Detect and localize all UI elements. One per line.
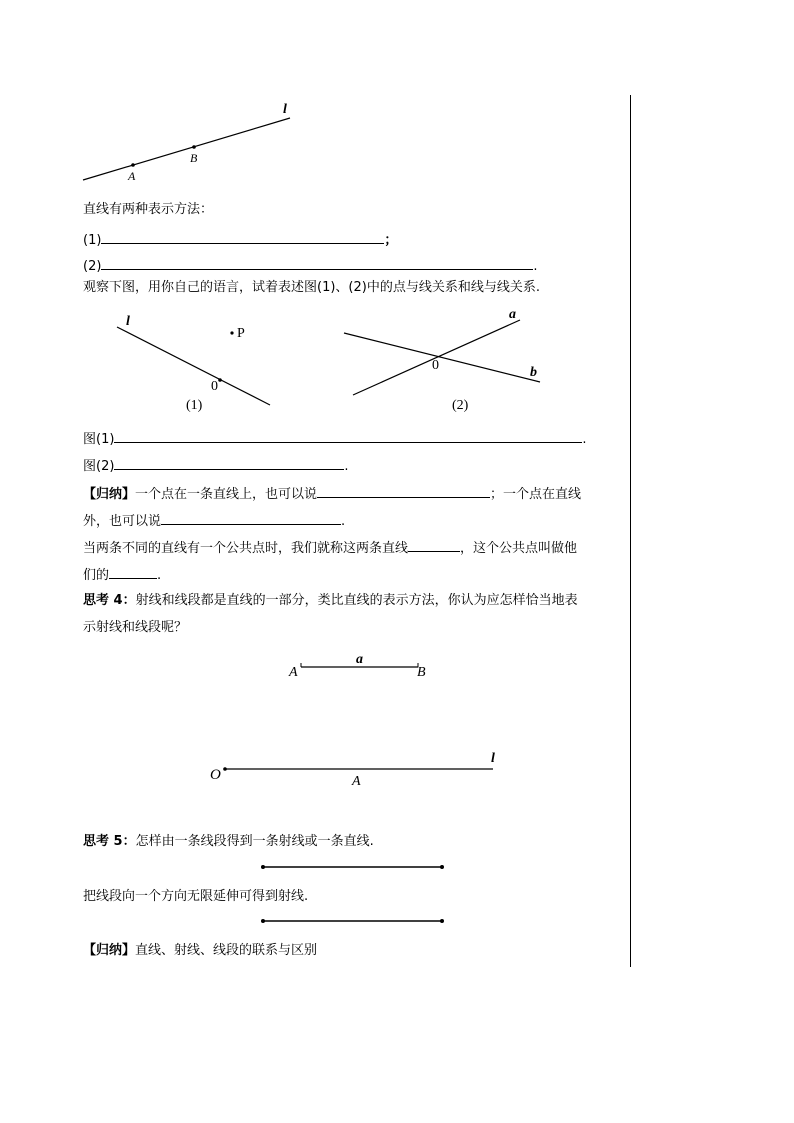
summary-line-3-text: 当两条不同的直线有一个公共点时，我们就称这两条直线 (83, 541, 409, 556)
think-5-tag: 思考 5： (83, 834, 136, 849)
figure-1-line-label: l (126, 314, 130, 329)
summary-part-2: ；一个点在直线 (490, 487, 582, 502)
figure-1-point-p: P (237, 326, 245, 341)
method-1-number: (1) (83, 233, 102, 248)
summary-line-4-end: . (157, 568, 162, 583)
answer-fig-2-end: . (344, 459, 349, 474)
line-l-label: l (283, 102, 287, 117)
figure-2-caption: (2) (452, 398, 469, 413)
ray-point-o: O (210, 767, 221, 783)
method-1-end: ； (384, 233, 398, 248)
think-5-text: 怎样由一条线段得到一条射线或一条直线. (135, 834, 374, 849)
figure-2-label-b: b (530, 365, 537, 380)
summary-2-text: 直线、射线、线段的联系与区别 (135, 943, 318, 958)
figure-2-label-a: a (509, 307, 516, 322)
summary-part-1: 一个点在一条直线上，也可以说 (135, 487, 318, 502)
answer-fig-1-prefix: 图(1) (83, 432, 115, 447)
summary-part-3-end: . (341, 514, 346, 529)
ray-label-l: l (491, 751, 495, 766)
segment-label-a: a (356, 652, 363, 667)
extend-text: 把线段向一个方向无限延伸可得到射线. (83, 889, 309, 904)
think-4-tag: 思考 4： (83, 593, 136, 608)
summary-tag: 【归纳】 (83, 487, 136, 502)
summary-2-tag: 【归纳】 (83, 943, 136, 958)
think-4-text-2: 示射线和线段呢？ (83, 620, 188, 635)
think-4-text-1: 射线和线段都是直线的一部分，类比直线的表示方法，你认为应怎样恰当地表 (135, 593, 578, 608)
point-a-label: A (128, 169, 136, 183)
summary-line-3-mid: ，这个公共点叫做他 (460, 541, 578, 556)
segment-point-a: A (289, 665, 298, 680)
summary-2-line (83, 944, 317, 957)
two-ways-text: 直线有两种表示方法： (83, 202, 214, 217)
method-2-number: (2) (83, 259, 102, 274)
observe-text: 观察下图，用你自己的语言，试着表述图(1)、(2)中的点与线关系和线与线关系. (83, 280, 540, 295)
figure-1-point-o: 0 (211, 379, 218, 394)
answer-fig-2-prefix: 图(2) (83, 459, 115, 474)
figure-1-caption: (1) (186, 398, 203, 413)
summary-part-3: 外，也可以说 (83, 514, 162, 529)
segment-point-b: B (417, 665, 426, 680)
ray-point-a: A (352, 774, 361, 789)
figure-2-point-o: 0 (432, 358, 439, 373)
answer-fig-1-end: . (582, 432, 587, 447)
method-2-end: . (533, 259, 538, 274)
point-b-label: B (190, 151, 198, 165)
summary-line-4-text: 们的 (83, 568, 110, 583)
